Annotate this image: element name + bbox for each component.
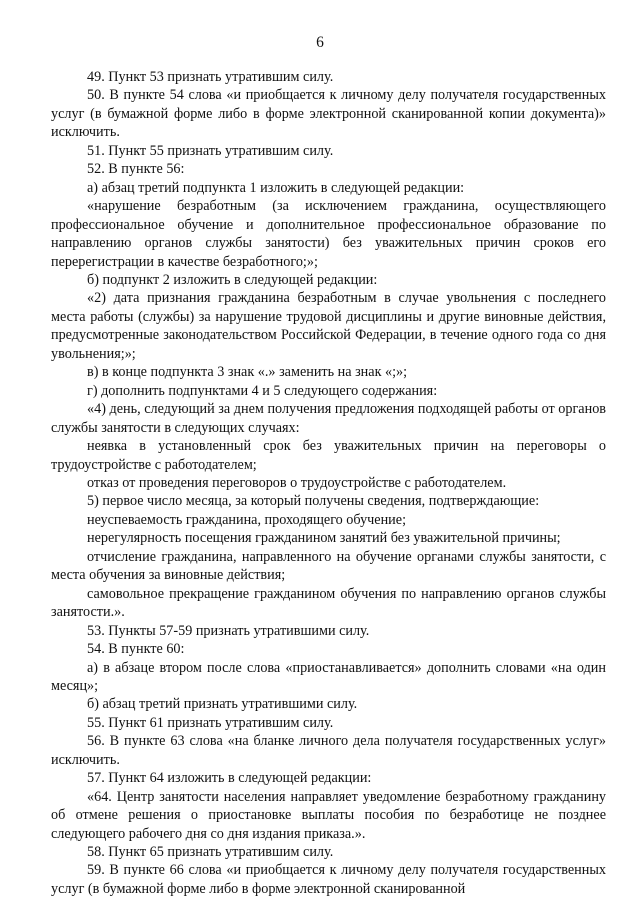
- paragraph-item-56: 56. В пункте 63 слова «на бланке личного дела получателя государственных услуг» исключить.: [51, 733, 606, 768]
- paragraph-quote: «нарушение безработным (за исключением гражданина, осуществляющего профессиональное обучение и дополнительное профессиональное образование по направлению органов службы занятости) без уважительных причин сроков его перерегистрации в качестве безработного;»;: [51, 198, 606, 270]
- paragraph-item-52: 52. В пункте 56:: [87, 161, 185, 178]
- paragraph-item-54: 54. В пункте 60:: [87, 641, 185, 658]
- paragraph-item-58: 58. Пункт 65 признать утратившим силу.: [87, 844, 334, 861]
- paragraph-item-55: 55. Пункт 61 признать утратившим силу.: [87, 714, 334, 731]
- paragraph-text: 5) первое число месяца, за который получены сведения, подтверждающие:: [87, 493, 540, 510]
- paragraph-text: отказ от проведения переговоров о трудоустройстве с работодателем.: [87, 474, 507, 491]
- paragraph-text: неявка в установленный срок без уважительных причин на переговоры о трудоустройстве с работодателем;: [51, 438, 606, 473]
- page-number: 6: [316, 34, 324, 51]
- paragraph-text: отчисление гражданина, направленного на обучение органами службы занятости, с места обучения за виновные действия;: [51, 548, 606, 584]
- document-body: [51, 68, 606, 898]
- paragraph-item-59: 59. В пункте 66 слова «и приобщается к личному делу получателя государственных услуг (в бумажной форме либо в форме электронной сканированной: [51, 862, 606, 897]
- paragraph-subitem-v: в) в конце подпункта 3 знак «.» заменить на знак «;»;: [87, 364, 408, 381]
- paragraph-text: самовольное прекращение гражданином обучения по направлению органов службы занятости.».: [51, 585, 606, 621]
- paragraph-subitem-a: а) в абзаце втором после слова «приостанавливается» дополнить словами «на один месяц»;: [51, 659, 606, 694]
- paragraph-quote: «64. Центр занятости населения направляет уведомление безработному гражданину об отмене решения о приостановке выплаты пособия по безработице не позднее следующего рабочего дня со дня издания приказа.».: [51, 788, 606, 842]
- paragraph-item-57: 57. Пункт 64 изложить в следующей редакции:: [87, 770, 372, 787]
- paragraph-subitem-b: б) подпункт 2 изложить в следующей редакции:: [87, 271, 378, 288]
- paragraph-text: нерегулярность посещения гражданином занятий без уважительной причины;: [87, 530, 561, 547]
- paragraph-item-51: 51. Пункт 55 признать утратившим силу.: [87, 142, 334, 159]
- paragraph-subitem-g: г) дополнить подпунктами 4 и 5 следующего содержания:: [87, 382, 438, 399]
- paragraph-quote: «4) день, следующий за днем получения предложения подходящей работы от органов службы занятости в следующих случаях:: [51, 401, 606, 436]
- paragraph-item-49: 49. Пункт 53 признать утратившим силу.: [87, 69, 334, 85]
- paragraph-text: неуспеваемость гражданина, проходящего обучение;: [87, 511, 407, 528]
- paragraph-subitem-b: б) абзац третий признать утратившими силу.: [87, 696, 358, 713]
- paragraph-item-53: 53. Пункты 57-59 признать утратившими силу.: [87, 622, 370, 639]
- paragraph-quote: «2) дата признания гражданина безработным в случае увольнения с последнего места работы (службы) за нарушение трудовой дисциплины и другие виновные действия, предусмотренные законодательством Российской Федерации, в течение одного года со дня увольнения;»;: [51, 290, 606, 362]
- paragraph-subitem-a: а) абзац третий подпункта 1 изложить в следующей редакции:: [87, 179, 465, 196]
- paragraph-item-50: 50. В пункте 54 слова «и приобщается к личному делу получателя государственных услуг (в бумажной форме либо в форме электронной сканированной копии документа)» исключить.: [51, 87, 606, 141]
